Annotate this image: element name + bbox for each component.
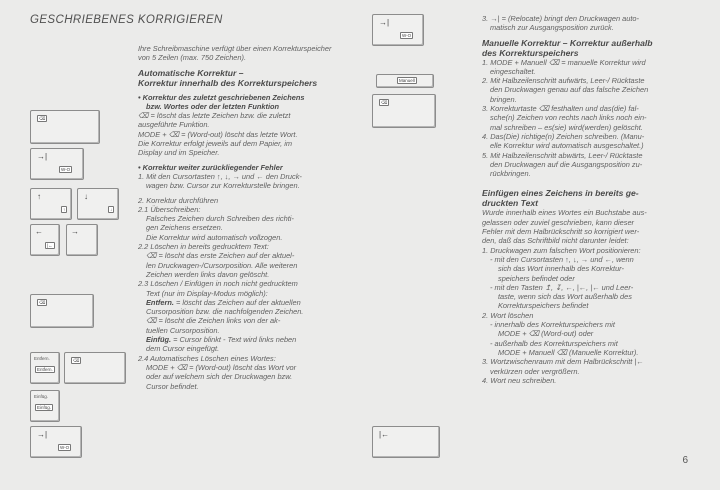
insert-line-4: den, daß das Schriftbild nicht darunter leidet: xyxy=(482,236,629,246)
manual-step2-line-3: bringen. xyxy=(490,94,517,104)
bullet1-line-1: ⌫ = löscht das letzte Zeichen bzw. die zuletzt xyxy=(138,111,291,121)
step3-line-1: 3. →| = (Relocate) bringt den Druckwagen auto- xyxy=(482,14,639,23)
manual-step3-line-1: 3. Korrekturtaste ⌫ festhalten und das(die) fal- xyxy=(482,104,639,114)
insert-step1a-line-1: - mit den Cursortasten ↑, ↓, → und ←, wenn xyxy=(490,254,634,264)
relocate-icon: →| xyxy=(37,152,48,161)
key-cursor-down xyxy=(77,188,119,220)
insert-step1b-line-3: Korrekturspeichers befindet xyxy=(498,301,589,311)
step21-line-2: gen Zeichens ersetzen. xyxy=(146,223,223,233)
insert-step2b-line-2: MODE + Manuell ⌫ (Manuelle Korrektur). xyxy=(498,347,639,357)
clear-icon: ⌫ xyxy=(73,358,80,363)
entfern-desc: = löscht das Zeichen auf der aktuellen xyxy=(175,297,301,307)
insert-step3-line-2: verkürzen oder vergrößern. xyxy=(490,366,580,376)
step23-line-4: tuellen Cursorposition. xyxy=(146,325,220,335)
einfug-badge: Einfüg. xyxy=(37,405,52,410)
manuell-badge: Manuell xyxy=(399,78,415,83)
key-illustration-correction-2 xyxy=(30,294,94,328)
manual-step3-line-3: mal schreiben – es(sie) wird(werden) gelöscht. xyxy=(490,122,643,132)
manual-step5-line-2: den Druckwagen auf die Ausgangsposition zu- xyxy=(490,159,643,169)
up-arrow-icon: ↑ xyxy=(37,192,41,201)
insert-step4: 4. Wort neu schreiben. xyxy=(482,375,557,385)
key-cursor-right xyxy=(66,224,98,256)
insert-step2: 2. Wort löschen xyxy=(482,310,534,320)
key-cursor-left xyxy=(30,224,60,256)
bullet1-line-3: MODE + ⌫ = (Word-out) löscht das letzte Wort. xyxy=(138,129,298,139)
half-up-badge: ↑ xyxy=(63,207,66,212)
relocate-icon: →| xyxy=(37,430,48,439)
step24-line-3: Cursor befindet. xyxy=(146,381,199,391)
key-illustration-correction xyxy=(30,110,100,144)
key-illustration-relocate-2 xyxy=(30,426,82,458)
step3-line-2: matisch zur Ausgangsposition zurück. xyxy=(490,23,614,33)
insert-step2a-line-2: MODE + ⌫ (Word-out) oder xyxy=(498,329,594,339)
step1-line-2: wagen bzw. Cursor zur Korrekturstelle bringen. xyxy=(146,181,300,191)
insert-step1: 1. Druckwagen zum falschen Wort positionieren: xyxy=(482,245,641,255)
bullet1-line-2: ausgeführte Funktion. xyxy=(138,120,210,130)
entfern-label: Entfern. xyxy=(34,356,50,361)
insert-step2a-line-1: - innerhalb des Korrekturspeichers mit xyxy=(490,320,615,330)
step22-heading: 2.2 Löschen in bereits gedrucktem Text: xyxy=(138,242,269,252)
step23-line-3: ⌫ = löscht die Zeichen links von der ak- xyxy=(146,316,281,326)
step23-line-6: dem Cursor eingefügt. xyxy=(146,344,220,354)
step24-heading: 2.4 Automatisches Löschen eines Wortes: xyxy=(138,353,276,363)
word-out-badge: W-O xyxy=(60,445,70,450)
step23-heading-2: Text (nur im Display-Modus möglich): xyxy=(146,288,268,298)
insert-step1a-line-3: speichers befindet oder xyxy=(498,273,575,283)
einfug-desc: = Cursor blinkt - Text wird links neben xyxy=(173,335,297,345)
key-illustration-relocate-3 xyxy=(372,14,424,46)
step21-line-1: Falsches Zeichen durch Schreiben des richti- xyxy=(146,214,294,224)
step24-line-2: oder auf welchem sich der Druckwagen bzw. xyxy=(146,372,293,382)
manual-step2-line-2: den Druckwagen genau auf das falsche Zeichen xyxy=(490,85,649,95)
right-arrow-icon: → xyxy=(71,227,79,236)
clear-icon: ⌫ xyxy=(39,116,46,121)
einfug-label: Einfüg. xyxy=(34,394,49,399)
manual-step2-line-1: 2. Mit Halbzeilenschritt aufwärts, Leer-/ Rücktaste xyxy=(482,76,645,86)
step21-heading: 2.1 Überschreiben: xyxy=(138,204,201,214)
insert-line-3: Fehler mit dem Halbrückschritt so korrigiert wer- xyxy=(482,227,640,237)
step24-line-1: MODE + ⌫ = (Word-out) löscht das Wort vor xyxy=(146,362,297,372)
left-arrow-icon: ← xyxy=(35,227,43,236)
manual-heading-2: des Korrekturspeichers xyxy=(482,47,579,58)
entfern-term: Entfern. xyxy=(146,297,174,307)
entfern-badge: Entfern. xyxy=(37,367,53,372)
insert-step1a-line-2: sich das Wort innerhalb des Korrektur- xyxy=(498,264,624,274)
step23-heading-1: 2.3 Löschen / Einfügen in noch nicht gedrucktem xyxy=(138,279,298,289)
manual-step4-line-1: 4. Das(Die) richtige(n) Zeichen schreiben. (Manu- xyxy=(482,131,645,141)
manual-step5-line-1: 5. Mit Halbzeilenschritt abwärts, Leer-/ Rücktaste xyxy=(482,150,643,160)
manual-step1-line-1: 1. MODE + Manuell ⌫ = manuelle Korrektur wird xyxy=(482,57,646,67)
clear-icon: ⌫ xyxy=(39,300,46,305)
insert-step1b-line-1: - mit den Tasten ↥, ↧, ←, |←, |← und Leer- xyxy=(490,282,634,292)
clear-icon: ⌫ xyxy=(381,100,388,105)
bullet1-heading-1: • Korrektur des zuletzt geschriebenen Zeichens xyxy=(138,92,305,102)
einfug-term: Einfüg. xyxy=(146,335,172,345)
insert-step2b-line-1: - außerhalb des Korrekturspeichers mit xyxy=(490,338,618,348)
step21-line-3: Die Korrektur wird automatisch vollzogen. xyxy=(146,232,283,242)
bullet1-heading-2: bzw. Wortes oder der letzten Funktion xyxy=(146,101,280,111)
step23-line-2: Cursorposition bzw. die nachfolgenden Zeichen. xyxy=(146,307,304,317)
bullet2-heading: • Korrektur weiter zurückliegender Fehler xyxy=(138,162,283,172)
insert-step3-line-1: 3. Wortzwischenraum mit dem Halbrückschritt |← xyxy=(482,357,644,367)
half-down-badge: ↓ xyxy=(110,207,113,212)
key-halfback xyxy=(372,426,440,458)
key-illustration-relocate xyxy=(30,148,84,180)
manual-step3-line-2: sche(n) Zeichen von rechts nach links noch ein- xyxy=(490,113,647,123)
insert-line-2: gelassen oder zuviel geschrieben, kann dieser xyxy=(482,217,635,227)
key-illustration-correction-4 xyxy=(372,94,436,128)
manual-step4-line-2: elle Korrektur wird automatisch ausgeschaltet.) xyxy=(490,141,644,151)
step1-line-1: 1. Mit den Cursortasten ↑, ↓, → und ← den Druck- xyxy=(138,171,302,181)
insert-heading-2: druckten Text xyxy=(482,198,539,209)
relocate-icon: →| xyxy=(379,18,390,27)
key-entfern xyxy=(30,352,60,384)
manual-heading-1: Manuelle Korrektur – Korrektur außerhalb xyxy=(482,37,653,48)
left-column xyxy=(138,44,344,391)
halfback-badge: |← xyxy=(47,243,53,248)
step23-einfug-line xyxy=(138,335,344,344)
insert-line-1: Wurde innerhalb eines Wortes ein Buchstabe aus- xyxy=(482,208,647,218)
auto-heading-1: Automatische Korrektur – xyxy=(138,67,244,78)
page-title: GESCHRIEBENES KORRIGIEREN xyxy=(30,14,223,26)
step23-entfern-line xyxy=(138,298,344,307)
halfback-icon: |← xyxy=(379,430,390,439)
auto-heading-2: Korrektur innerhalb des Korrekturspeichers xyxy=(138,77,318,88)
step2: 2. Korrektur durchführen xyxy=(138,195,219,205)
bullet1-line-4: Die Korrektur erfolgt jeweils auf dem Papier, im xyxy=(138,139,293,149)
intro-text: Ihre Schreibmaschine verfügt über einen Korrekturspeicher von 5 Zeilen (max. 750 Zeichen). xyxy=(138,44,332,63)
key-cursor-up xyxy=(30,188,72,220)
down-arrow-icon: ↓ xyxy=(84,192,88,201)
right-column xyxy=(482,14,694,385)
page-number: 6 xyxy=(682,455,688,466)
word-out-badge: W-O xyxy=(402,33,412,38)
manual-step1-line-2: eingeschaltet. xyxy=(490,66,536,76)
manual-step5-line-3: rückbringen. xyxy=(490,169,531,179)
key-manuell xyxy=(376,74,434,88)
step22-line-3: Zeichen werden links davon gelöscht. xyxy=(146,269,270,279)
step22-line-1: ⌫ = löscht das erste Zeichen auf der aktuel- xyxy=(146,251,295,261)
step22-line-2: len Druckwagen-/Cursorposition. Alle weiteren xyxy=(146,260,298,270)
word-out-badge: W-O xyxy=(61,167,71,172)
insert-heading-1: Einfügen eines Zeichens in bereits ge- xyxy=(482,188,639,199)
bullet1-line-5: Display und im Speicher. xyxy=(138,148,220,158)
insert-step1b-line-2: taste, wenn sich das Wort außerhalb des xyxy=(498,292,632,302)
key-einfug xyxy=(30,390,60,422)
key-illustration-correction-3 xyxy=(64,352,126,384)
